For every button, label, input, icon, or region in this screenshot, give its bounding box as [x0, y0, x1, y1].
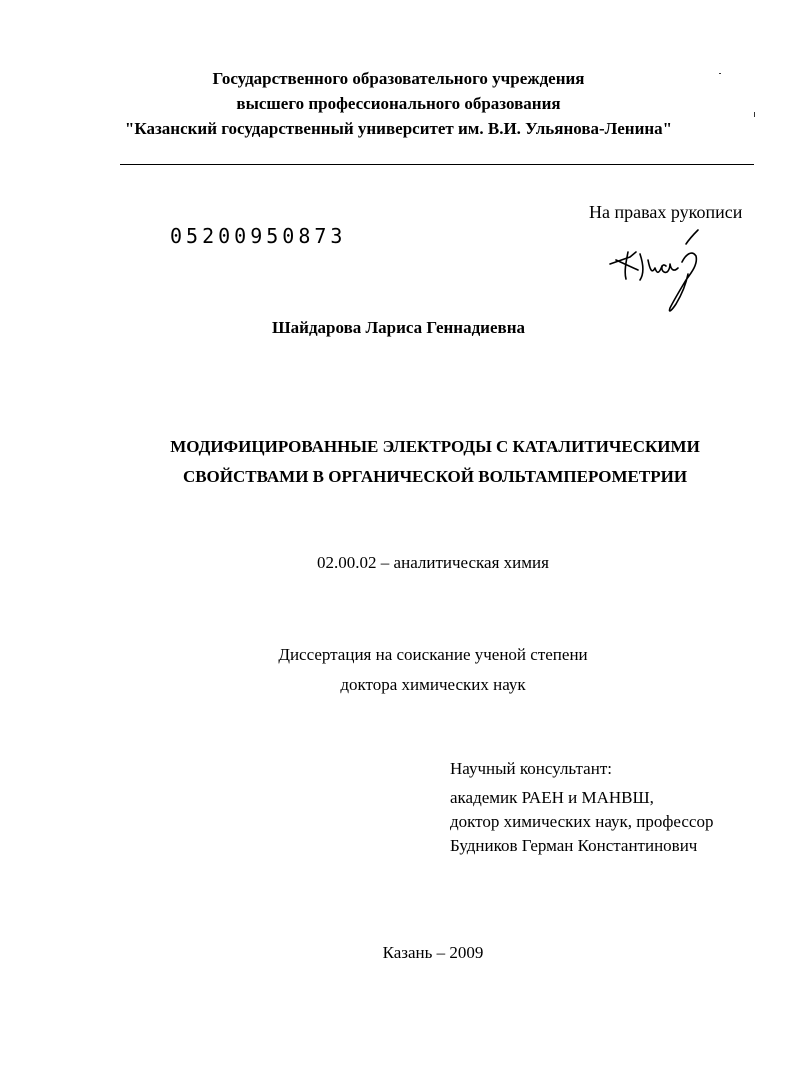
scan-speck	[719, 73, 721, 74]
title-line-1: МОДИФИЦИРОВАННЫЕ ЭЛЕКТРОДЫ С КАТАЛИТИЧЕСКИМИ	[170, 437, 700, 456]
institution-header	[0, 66, 797, 141]
scan-speck	[754, 112, 755, 117]
handwritten-signature	[600, 224, 730, 316]
dissertation-title	[0, 432, 797, 492]
archive-number: 05200950873	[170, 224, 347, 248]
degree-statement	[0, 640, 797, 700]
title-line-2: СВОЙСТВАМИ В ОРГАНИЧЕСКОЙ ВОЛЬТАМПЕРОМЕТРИИ	[182, 467, 688, 486]
specialty-code: 02.00.02 – аналитическая химия	[317, 553, 549, 572]
rights-note: На правах рукописи	[589, 202, 743, 222]
city-year: Казань – 2009	[382, 943, 484, 962]
consultant-line-2: доктор химических наук, профессор	[450, 812, 714, 831]
consultant-heading: Научный консультант:	[450, 759, 612, 778]
header-divider	[120, 164, 754, 165]
institution-line-3: "Казанский государственный университет им. В.И. Ульянова-Ленина"	[124, 119, 673, 138]
institution-line-2: высшего профессионального образования	[236, 94, 561, 113]
scientific-consultant	[450, 757, 713, 858]
consultant-line-3: Будников Герман Константинович	[450, 836, 698, 855]
degree-line-2: доктора химических наук	[340, 675, 526, 694]
consultant-line-1: академик РАЕН и МАНВШ,	[450, 788, 654, 807]
degree-line-1: Диссертация на соискание ученой степени	[278, 645, 588, 664]
institution-line-1: Государственного образовательного учреждения	[212, 69, 585, 88]
author-name: Шайдарова Лариса Геннадиевна	[271, 318, 526, 337]
